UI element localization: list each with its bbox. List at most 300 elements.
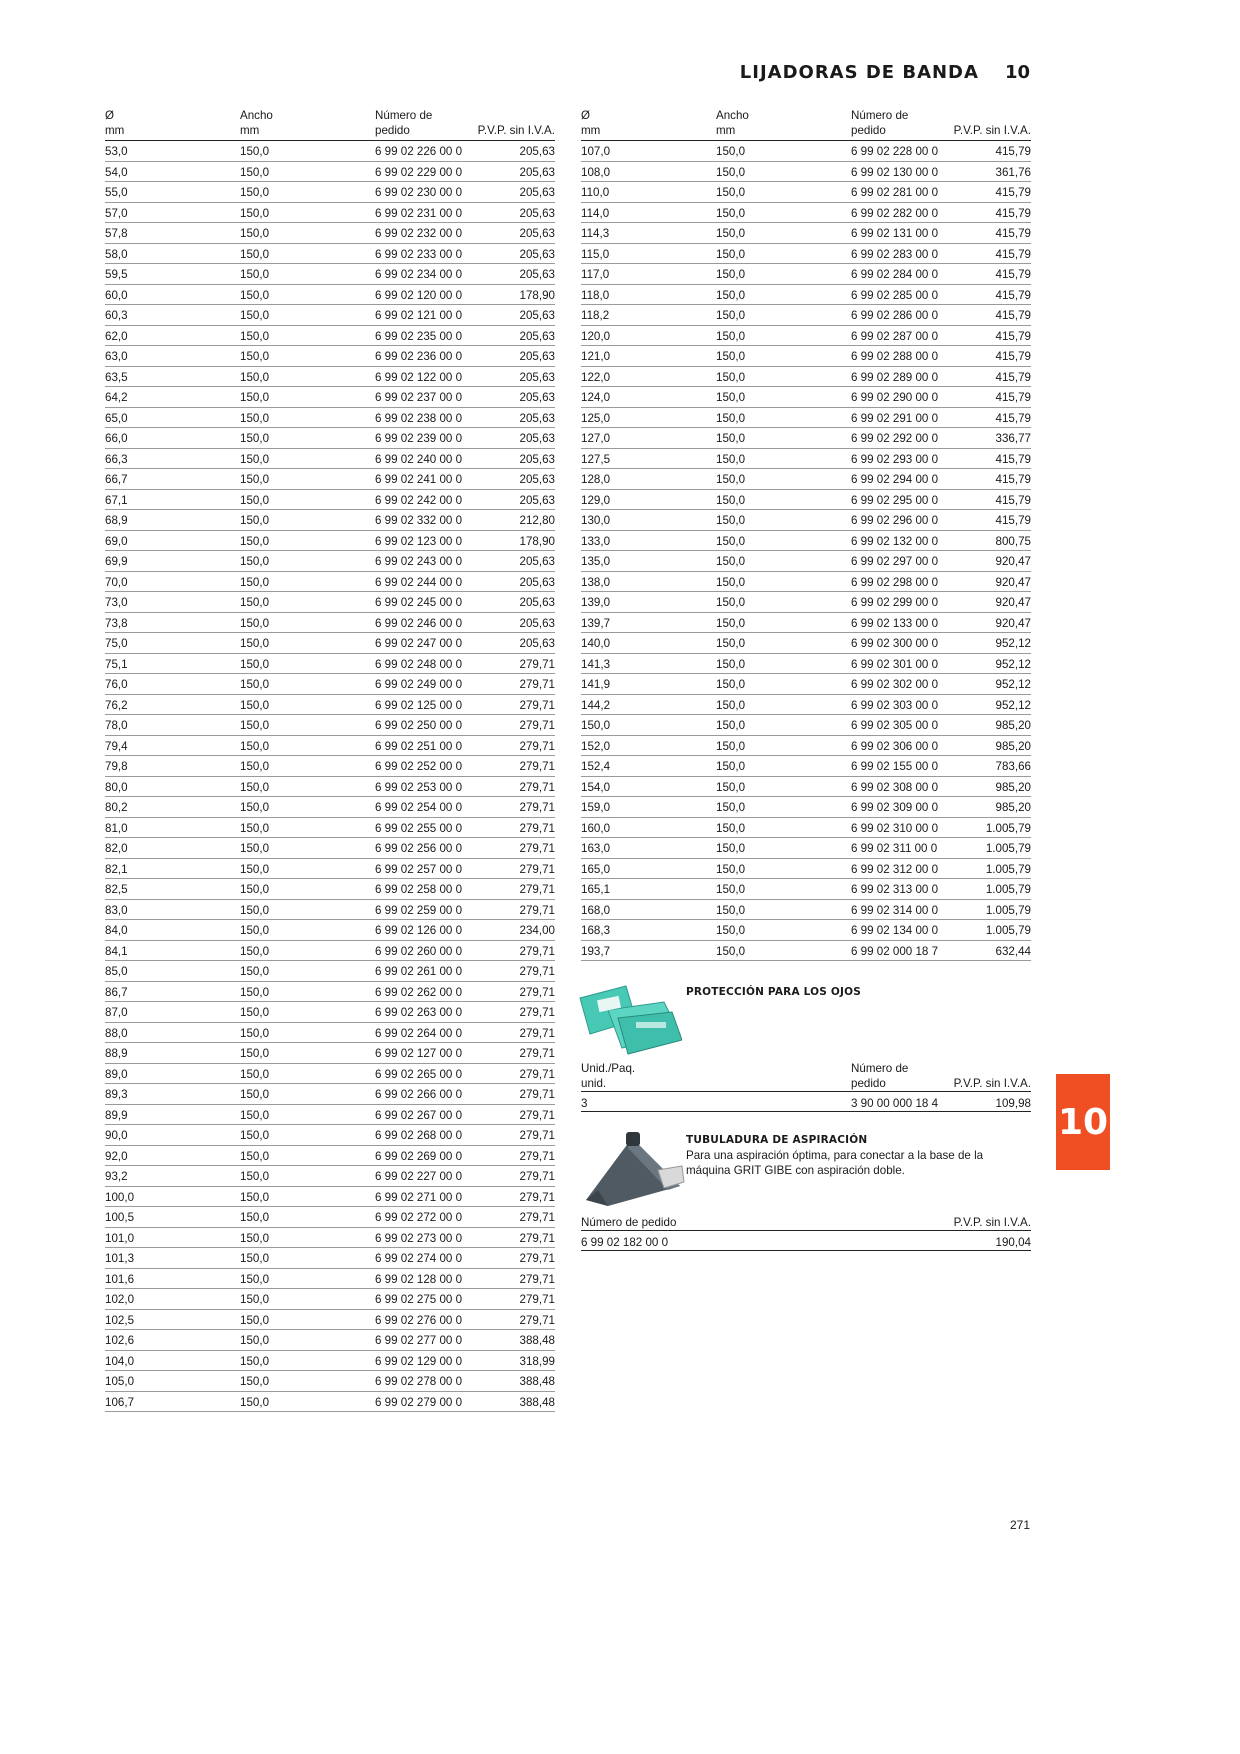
diameter-cell: 101,0 xyxy=(105,1231,135,1245)
table-row xyxy=(105,1269,555,1290)
diameter-cell: 107,0 xyxy=(581,145,611,158)
width-cell: 150,0 xyxy=(240,411,270,425)
diameter-cell: 66,7 xyxy=(105,473,128,486)
price-cell: 279,71 xyxy=(519,883,555,896)
diameter-cell: 53,0 xyxy=(105,145,128,158)
diameter-cell: 76,0 xyxy=(105,678,128,691)
width-cell: 150,0 xyxy=(716,309,746,322)
table-row xyxy=(105,1392,555,1413)
width-cell: 150,0 xyxy=(716,903,746,917)
diameter-cell: 82,0 xyxy=(105,842,128,855)
table-row xyxy=(105,1023,555,1044)
header-units: Unid./Paq. xyxy=(581,1062,636,1075)
diameter-cell: 193,7 xyxy=(581,944,611,958)
width-cell: 150,0 xyxy=(716,329,746,343)
price-cell: 1.005,79 xyxy=(985,842,1031,855)
width-cell: 150,0 xyxy=(240,1313,270,1327)
diameter-cell: 69,0 xyxy=(105,534,128,548)
order-number-cell: 6 99 02 298 00 0 xyxy=(851,575,939,589)
header-diam-unit: mm xyxy=(105,124,125,137)
table-row xyxy=(581,490,1031,511)
width-cell: 150,0 xyxy=(240,1272,270,1286)
table-header xyxy=(105,108,555,141)
width-cell: 150,0 xyxy=(240,575,270,589)
order-number-cell: 6 99 02 312 00 0 xyxy=(851,862,939,876)
price-cell: 985,20 xyxy=(995,801,1031,814)
order-number-cell: 6 99 02 297 00 0 xyxy=(851,555,939,568)
diameter-cell: 104,0 xyxy=(105,1354,135,1368)
price-cell: 632,44 xyxy=(995,944,1031,958)
diameter-cell: 80,0 xyxy=(105,780,128,794)
price-cell: 279,71 xyxy=(519,1170,555,1183)
table-row xyxy=(105,469,555,490)
diameter-cell: 88,0 xyxy=(105,1026,128,1040)
belt-table-left xyxy=(105,108,555,1412)
table-row xyxy=(581,326,1031,347)
order-number-cell: 6 99 02 289 00 0 xyxy=(851,370,939,384)
width-cell: 150,0 xyxy=(240,1334,270,1347)
table-row xyxy=(105,285,555,306)
width-cell: 150,0 xyxy=(716,206,746,220)
price-cell: 952,12 xyxy=(995,678,1031,691)
table-row xyxy=(105,346,555,367)
table-row xyxy=(581,428,1031,449)
table-row xyxy=(581,572,1031,593)
diameter-cell: 152,0 xyxy=(581,739,611,753)
width-cell: 150,0 xyxy=(716,821,746,835)
price-cell: 279,71 xyxy=(519,1149,555,1163)
table-row xyxy=(581,633,1031,654)
order-number-cell: 6 99 02 129 00 0 xyxy=(375,1354,463,1368)
price-cell: 205,63 xyxy=(519,473,555,486)
eye-protection-table xyxy=(581,1061,1031,1112)
price-cell: 1.005,79 xyxy=(985,903,1031,917)
table-row xyxy=(581,141,1031,162)
table-row xyxy=(581,387,1031,408)
width-cell: 150,0 xyxy=(240,1190,270,1204)
page-number: 271 xyxy=(1009,1518,1030,1532)
diameter-cell: 60,3 xyxy=(105,309,128,322)
width-cell: 150,0 xyxy=(716,370,746,384)
price-cell: 205,63 xyxy=(519,247,555,261)
width-cell: 150,0 xyxy=(716,514,746,527)
order-number-cell: 6 99 02 267 00 0 xyxy=(375,1108,463,1122)
price-cell: 361,76 xyxy=(995,165,1031,179)
table-row xyxy=(105,613,555,634)
width-cell: 150,0 xyxy=(240,944,270,958)
table-row xyxy=(105,182,555,203)
width-cell: 150,0 xyxy=(240,924,270,937)
suction-table xyxy=(581,1215,1031,1251)
width-cell: 150,0 xyxy=(240,903,270,917)
price-cell: 415,79 xyxy=(995,288,1031,302)
diameter-cell: 121,0 xyxy=(581,350,611,363)
price-cell: 952,12 xyxy=(995,657,1031,671)
diameter-cell: 82,1 xyxy=(105,862,128,876)
diameter-cell: 125,0 xyxy=(581,411,611,425)
order-number-cell: 6 99 02 255 00 0 xyxy=(375,821,463,835)
table-row xyxy=(105,818,555,839)
order-number-cell: 6 99 02 230 00 0 xyxy=(375,186,463,199)
order-number-cell: 6 99 02 281 00 0 xyxy=(851,186,939,199)
order-number-cell: 6 99 02 299 00 0 xyxy=(851,596,939,609)
price-cell: 415,79 xyxy=(995,514,1031,527)
order-number-cell: 6 99 02 120 00 0 xyxy=(375,288,463,302)
order-number-cell: 6 99 02 246 00 0 xyxy=(375,616,463,630)
order-number-cell: 6 99 02 292 00 0 xyxy=(851,432,939,445)
price-cell: 1.005,79 xyxy=(985,883,1031,896)
price-cell: 279,71 xyxy=(519,678,555,691)
price-cell: 783,66 xyxy=(995,760,1031,773)
diameter-cell: 63,5 xyxy=(105,370,128,384)
header-price: P.V.P. sin I.V.A. xyxy=(953,124,1031,137)
width-cell: 150,0 xyxy=(716,883,746,896)
price-cell: 205,63 xyxy=(519,370,555,384)
table-row xyxy=(105,326,555,347)
diameter-cell: 120,0 xyxy=(581,329,611,343)
diameter-cell: 63,0 xyxy=(105,350,128,363)
diameter-cell: 57,0 xyxy=(105,206,128,220)
diameter-cell: 102,5 xyxy=(105,1313,135,1327)
table-row xyxy=(105,941,555,962)
order-number-cell: 6 99 02 288 00 0 xyxy=(851,350,939,363)
width-cell: 150,0 xyxy=(240,514,270,527)
table-row xyxy=(581,346,1031,367)
diameter-cell: 135,0 xyxy=(581,555,611,568)
width-cell: 150,0 xyxy=(240,1231,270,1245)
diameter-cell: 69,9 xyxy=(105,555,128,568)
price-cell: 415,79 xyxy=(995,493,1031,507)
order-number-cell: 6 99 02 283 00 0 xyxy=(851,247,939,261)
table-row xyxy=(105,531,555,552)
table-row xyxy=(581,654,1031,675)
table-row xyxy=(105,428,555,449)
order-number-cell: 6 99 02 302 00 0 xyxy=(851,678,939,691)
diameter-cell: 138,0 xyxy=(581,575,611,589)
width-cell: 150,0 xyxy=(240,1026,270,1040)
price-cell: 415,79 xyxy=(995,268,1031,281)
width-cell: 150,0 xyxy=(716,186,746,199)
width-cell: 150,0 xyxy=(716,862,746,876)
price-cell: 279,71 xyxy=(519,944,555,958)
width-cell: 150,0 xyxy=(240,780,270,794)
order-number-cell: 6 99 02 259 00 0 xyxy=(375,903,463,917)
order-number-cell: 6 99 02 306 00 0 xyxy=(851,739,939,753)
price-cell: 1.005,79 xyxy=(985,821,1031,835)
order-number-cell: 6 99 02 264 00 0 xyxy=(375,1026,463,1040)
table-row xyxy=(105,203,555,224)
width-cell: 150,0 xyxy=(240,883,270,896)
diameter-cell: 92,0 xyxy=(105,1149,128,1163)
price-cell: 279,71 xyxy=(519,719,555,732)
width-cell: 150,0 xyxy=(240,1354,270,1368)
header-order: Número de xyxy=(851,109,909,122)
width-cell: 150,0 xyxy=(716,247,746,261)
diameter-cell: 90,0 xyxy=(105,1129,128,1142)
table-row xyxy=(105,1043,555,1064)
order-number-cell: 6 99 02 239 00 0 xyxy=(375,432,463,445)
order-cell: 3 90 00 000 18 4 xyxy=(851,1097,939,1110)
order-number-cell: 6 99 02 311 00 0 xyxy=(851,842,938,855)
order-number-cell: 6 99 02 134 00 0 xyxy=(851,924,939,937)
diameter-cell: 140,0 xyxy=(581,637,611,650)
price-cell: 205,63 xyxy=(519,329,555,343)
order-number-cell: 6 99 02 251 00 0 xyxy=(375,739,463,753)
order-number-cell: 6 99 02 254 00 0 xyxy=(375,801,463,814)
table-row xyxy=(105,715,555,736)
table-body xyxy=(105,141,555,1412)
diameter-cell: 100,5 xyxy=(105,1211,135,1224)
table-row xyxy=(105,223,555,244)
table-row xyxy=(581,182,1031,203)
table-row xyxy=(105,305,555,326)
diameter-cell: 168,3 xyxy=(581,924,611,937)
table-row xyxy=(581,592,1031,613)
header-width: Ancho xyxy=(240,109,273,122)
table-row xyxy=(581,1231,1031,1251)
chapter-tab: 10 xyxy=(1056,1074,1110,1170)
price-cell: 279,71 xyxy=(519,1272,555,1286)
price-cell: 205,63 xyxy=(519,391,555,404)
chapter-number: 10 xyxy=(1004,62,1030,83)
diameter-cell: 141,9 xyxy=(581,678,611,691)
diameter-cell: 58,0 xyxy=(105,247,128,261)
diameter-cell: 114,3 xyxy=(581,227,610,240)
table-row xyxy=(105,490,555,511)
table-row xyxy=(105,408,555,429)
price-cell: 985,20 xyxy=(995,780,1031,794)
diameter-cell: 66,0 xyxy=(105,432,128,445)
table-row xyxy=(105,1064,555,1085)
price-cell: 279,71 xyxy=(519,1129,555,1142)
diameter-cell: 160,0 xyxy=(581,821,611,835)
price-cell: 205,63 xyxy=(519,452,555,466)
table-row xyxy=(105,244,555,265)
table-row xyxy=(581,469,1031,490)
table-row xyxy=(105,1125,555,1146)
price-cell: 279,71 xyxy=(519,965,555,978)
diameter-cell: 163,0 xyxy=(581,842,611,855)
table-row xyxy=(581,736,1031,757)
order-number-cell: 6 99 02 257 00 0 xyxy=(375,862,463,876)
width-cell: 150,0 xyxy=(240,842,270,855)
header-order: Número de xyxy=(375,109,433,122)
diameter-cell: 139,7 xyxy=(581,616,611,630)
order-number-cell: 6 99 02 305 00 0 xyxy=(851,719,939,732)
order-number-cell: 6 99 02 258 00 0 xyxy=(375,883,463,896)
price-cell: 205,63 xyxy=(519,575,555,589)
price-cell: 205,63 xyxy=(519,227,555,240)
diameter-cell: 150,0 xyxy=(581,719,611,732)
diameter-cell: 89,0 xyxy=(105,1067,128,1081)
price-cell: 415,79 xyxy=(995,145,1031,158)
table-row xyxy=(105,1105,555,1126)
width-cell: 150,0 xyxy=(240,616,270,630)
width-cell: 150,0 xyxy=(240,206,270,220)
order-number-cell: 6 99 02 269 00 0 xyxy=(375,1149,463,1163)
eye-protection-title: PROTECCIÓN PARA LOS OJOS xyxy=(686,986,862,998)
diameter-cell: 129,0 xyxy=(581,493,611,507)
header-order-2: pedido xyxy=(851,1077,886,1090)
price-cell: 279,71 xyxy=(519,1293,555,1306)
width-cell: 150,0 xyxy=(716,391,746,404)
price-cell: 205,63 xyxy=(519,186,555,199)
price-cell: 985,20 xyxy=(995,719,1031,732)
order-number-cell: 6 99 02 260 00 0 xyxy=(375,944,463,958)
order-number-cell: 6 99 02 293 00 0 xyxy=(851,452,939,466)
price-cell: 279,71 xyxy=(519,698,555,712)
table-row xyxy=(105,1310,555,1331)
price-cell: 205,63 xyxy=(519,493,555,507)
order-number-cell: 6 99 02 121 00 0 xyxy=(375,309,463,322)
table-row xyxy=(105,510,555,531)
table-row xyxy=(105,264,555,285)
table-row xyxy=(581,674,1031,695)
header-width: Ancho xyxy=(716,109,749,122)
order-number-cell: 6 99 02 235 00 0 xyxy=(375,329,463,343)
price-cell: 952,12 xyxy=(995,698,1031,712)
table-row xyxy=(581,756,1031,777)
width-cell: 150,0 xyxy=(716,596,746,609)
order-number-cell: 6 99 02 268 00 0 xyxy=(375,1129,463,1142)
header-diam: Ø xyxy=(105,109,115,122)
price-cell: 279,71 xyxy=(519,1047,555,1060)
table-row xyxy=(105,1084,555,1105)
price-cell: 279,71 xyxy=(519,801,555,814)
order-number-cell: 6 99 02 241 00 0 xyxy=(375,473,463,486)
width-cell: 150,0 xyxy=(240,247,270,261)
width-cell: 150,0 xyxy=(240,801,270,814)
order-number-cell: 6 99 02 284 00 0 xyxy=(851,268,939,281)
width-cell: 150,0 xyxy=(240,555,270,568)
table-row xyxy=(581,715,1031,736)
price-cell: 205,63 xyxy=(519,309,555,322)
width-cell: 150,0 xyxy=(716,555,746,568)
order-number-cell: 6 99 02 275 00 0 xyxy=(375,1293,463,1306)
order-number-cell: 6 99 02 272 00 0 xyxy=(375,1211,463,1224)
price-cell: 985,20 xyxy=(995,739,1031,753)
diameter-cell: 102,6 xyxy=(105,1334,135,1347)
diameter-cell: 73,8 xyxy=(105,616,128,630)
width-cell: 150,0 xyxy=(240,350,270,363)
width-cell: 150,0 xyxy=(240,268,270,281)
price-cell: 205,63 xyxy=(519,268,555,281)
table-row xyxy=(105,551,555,572)
order-number-cell: 6 99 02 127 00 0 xyxy=(375,1047,463,1060)
diameter-cell: 108,0 xyxy=(581,165,611,179)
header-order: Número de pedido xyxy=(581,1216,677,1229)
header-units-2: unid. xyxy=(581,1077,607,1090)
table-row xyxy=(581,838,1031,859)
diameter-cell: 114,0 xyxy=(581,206,610,220)
diameter-cell: 101,6 xyxy=(105,1272,135,1286)
price-cell: 415,79 xyxy=(995,309,1031,322)
order-number-cell: 6 99 02 310 00 0 xyxy=(851,821,939,835)
header-price: P.V.P. sin I.V.A. xyxy=(477,124,555,137)
price-cell: 415,79 xyxy=(995,227,1031,240)
order-number-cell: 6 99 02 236 00 0 xyxy=(375,350,463,363)
width-cell: 150,0 xyxy=(240,452,270,466)
width-cell: 150,0 xyxy=(240,145,270,158)
price-cell: 415,79 xyxy=(995,473,1031,486)
diameter-cell: 127,5 xyxy=(581,452,611,466)
width-cell: 150,0 xyxy=(716,575,746,589)
width-cell: 150,0 xyxy=(716,760,746,773)
order-number-cell: 6 99 02 131 00 0 xyxy=(851,227,939,240)
price-cell: 279,71 xyxy=(519,1026,555,1040)
table-row xyxy=(105,674,555,695)
width-cell: 150,0 xyxy=(716,616,746,630)
price-cell: 212,80 xyxy=(519,514,555,527)
price-cell: 920,47 xyxy=(995,616,1031,630)
price-cell: 279,71 xyxy=(519,1088,555,1101)
width-cell: 150,0 xyxy=(240,698,270,712)
table-row xyxy=(105,900,555,921)
table-row xyxy=(105,633,555,654)
diameter-cell: 79,8 xyxy=(105,760,128,773)
order-number-cell: 6 99 02 231 00 0 xyxy=(375,206,463,220)
price-cell: 205,63 xyxy=(519,350,555,363)
order-number-cell: 6 99 02 125 00 0 xyxy=(375,698,463,712)
belt-table-right xyxy=(581,108,1031,961)
table-row xyxy=(105,1351,555,1372)
diameter-cell: 133,0 xyxy=(581,534,611,548)
width-cell: 150,0 xyxy=(240,473,270,486)
price-cell: 205,63 xyxy=(519,637,555,650)
diameter-cell: 84,1 xyxy=(105,944,128,958)
qty-cell: 3 xyxy=(581,1097,588,1110)
table-row xyxy=(105,920,555,941)
price-cell: 279,71 xyxy=(519,657,555,671)
price-cell: 234,00 xyxy=(519,924,555,937)
order-number-cell: 6 99 02 253 00 0 xyxy=(375,780,463,794)
width-cell: 150,0 xyxy=(716,780,746,794)
table-row xyxy=(581,162,1031,183)
order-number-cell: 6 99 02 250 00 0 xyxy=(375,719,463,732)
diameter-cell: 67,1 xyxy=(105,493,128,507)
diameter-cell: 118,0 xyxy=(581,288,610,302)
diameter-cell: 152,4 xyxy=(581,760,611,773)
header-diam: Ø xyxy=(581,109,591,122)
order-number-cell: 6 99 02 237 00 0 xyxy=(375,391,463,404)
table-row xyxy=(581,408,1031,429)
order-number-cell: 6 99 02 232 00 0 xyxy=(375,227,463,240)
order-number-cell: 6 99 02 309 00 0 xyxy=(851,801,939,814)
table-row xyxy=(581,859,1031,880)
diameter-cell: 141,3 xyxy=(581,657,611,671)
diameter-cell: 59,5 xyxy=(105,268,128,281)
width-cell: 150,0 xyxy=(716,801,746,814)
table-row xyxy=(581,244,1031,265)
width-cell: 150,0 xyxy=(240,186,270,199)
table-row xyxy=(105,838,555,859)
order-number-cell: 6 99 02 227 00 0 xyxy=(375,1170,463,1183)
diameter-cell: 139,0 xyxy=(581,596,611,609)
suction-title: TUBULADURA DE ASPIRACIÓN xyxy=(686,1134,868,1146)
diameter-cell: 55,0 xyxy=(105,186,128,199)
diameter-cell: 60,0 xyxy=(105,288,128,302)
price-cell: 336,77 xyxy=(995,432,1031,445)
width-cell: 150,0 xyxy=(240,432,270,445)
table-row xyxy=(105,1146,555,1167)
width-cell: 150,0 xyxy=(716,473,746,486)
price-cell: 205,63 xyxy=(519,206,555,220)
diameter-cell: 110,0 xyxy=(581,186,610,199)
order-number-cell: 6 99 02 294 00 0 xyxy=(851,473,939,486)
diameter-cell: 115,0 xyxy=(581,247,610,261)
width-cell: 150,0 xyxy=(716,657,746,671)
order-number-cell: 6 99 02 290 00 0 xyxy=(851,391,939,404)
